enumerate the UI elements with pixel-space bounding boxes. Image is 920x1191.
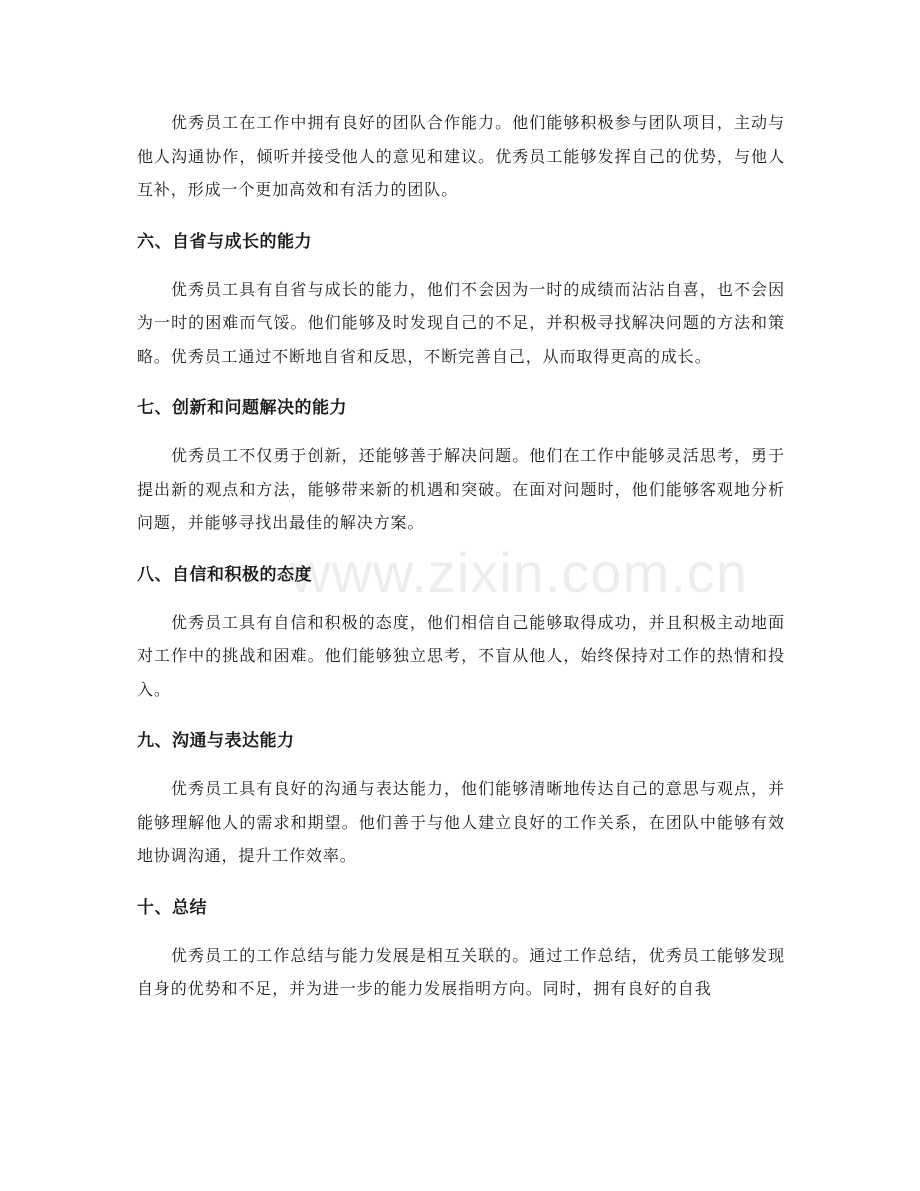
paragraph-teamwork: 优秀员工在工作中拥有良好的团队合作能力。他们能够积极参与团队项目，主动与他人沟通协作，倾听并接受他人的意见和建议。优秀员工能够发挥自己的优势，与他人互补，形成一个更加高效和有活力的团队。 [137,113,785,199]
document-body [137,106,785,1006]
heading-communication: 九、沟通与表达能力 [137,731,295,751]
paragraph-self-reflection: 优秀员工具有自省与成长的能力，他们不会因为一时的成绩而沾沾自喜，也不会因为一时的困难而气馁。他们能够及时发现自己的不足，并积极寻找解决问题的方法和策略。优秀员工通过不断地自省和反思，不断完善自己，从而取得更高的成长。 [137,279,785,366]
heading-summary: 十、总结 [137,897,207,918]
paragraph-summary: 优秀员工的工作总结与能力发展是相互关联的。通过工作总结，优秀员工能够发现自身的优势和不足，并为进一步的能力发展指明方向。同时，拥有良好的自我 [137,945,785,998]
heading-self-reflection: 六、自省与成长的能力 [137,231,312,252]
watermark: www.zixin.com.cn [290,541,748,604]
paragraph-communication: 优秀员工具有良好的沟通与表达能力，他们能够清晰地传达自己的意思与观点，并能够理解他人的需求和期望。他们善于与他人建立良好的工作关系，在团队中能够有效地协调沟通，提升工作效率。 [137,779,785,865]
paragraph-innovation: 优秀员工不仅勇于创新，还能够善于解决问题。他们在工作中能够灵活思考，勇于提出新的观点和方法，能够带来新的机遇和突破。在面对问题时，他们能够客观地分析问题，并能够寻找出最佳的解决方案。 [137,446,785,532]
heading-confidence: 八、自信和积极的态度 [137,564,312,585]
heading-innovation: 七、创新和问题解决的能力 [137,398,347,418]
paragraph-confidence: 优秀员工具有自信和积极的态度，他们相信自己能够取得成功，并且积极主动地面对工作中的挑战和困难。他们能够独立思考，不盲从他人，始终保持对工作的热情和投入。 [137,612,785,699]
